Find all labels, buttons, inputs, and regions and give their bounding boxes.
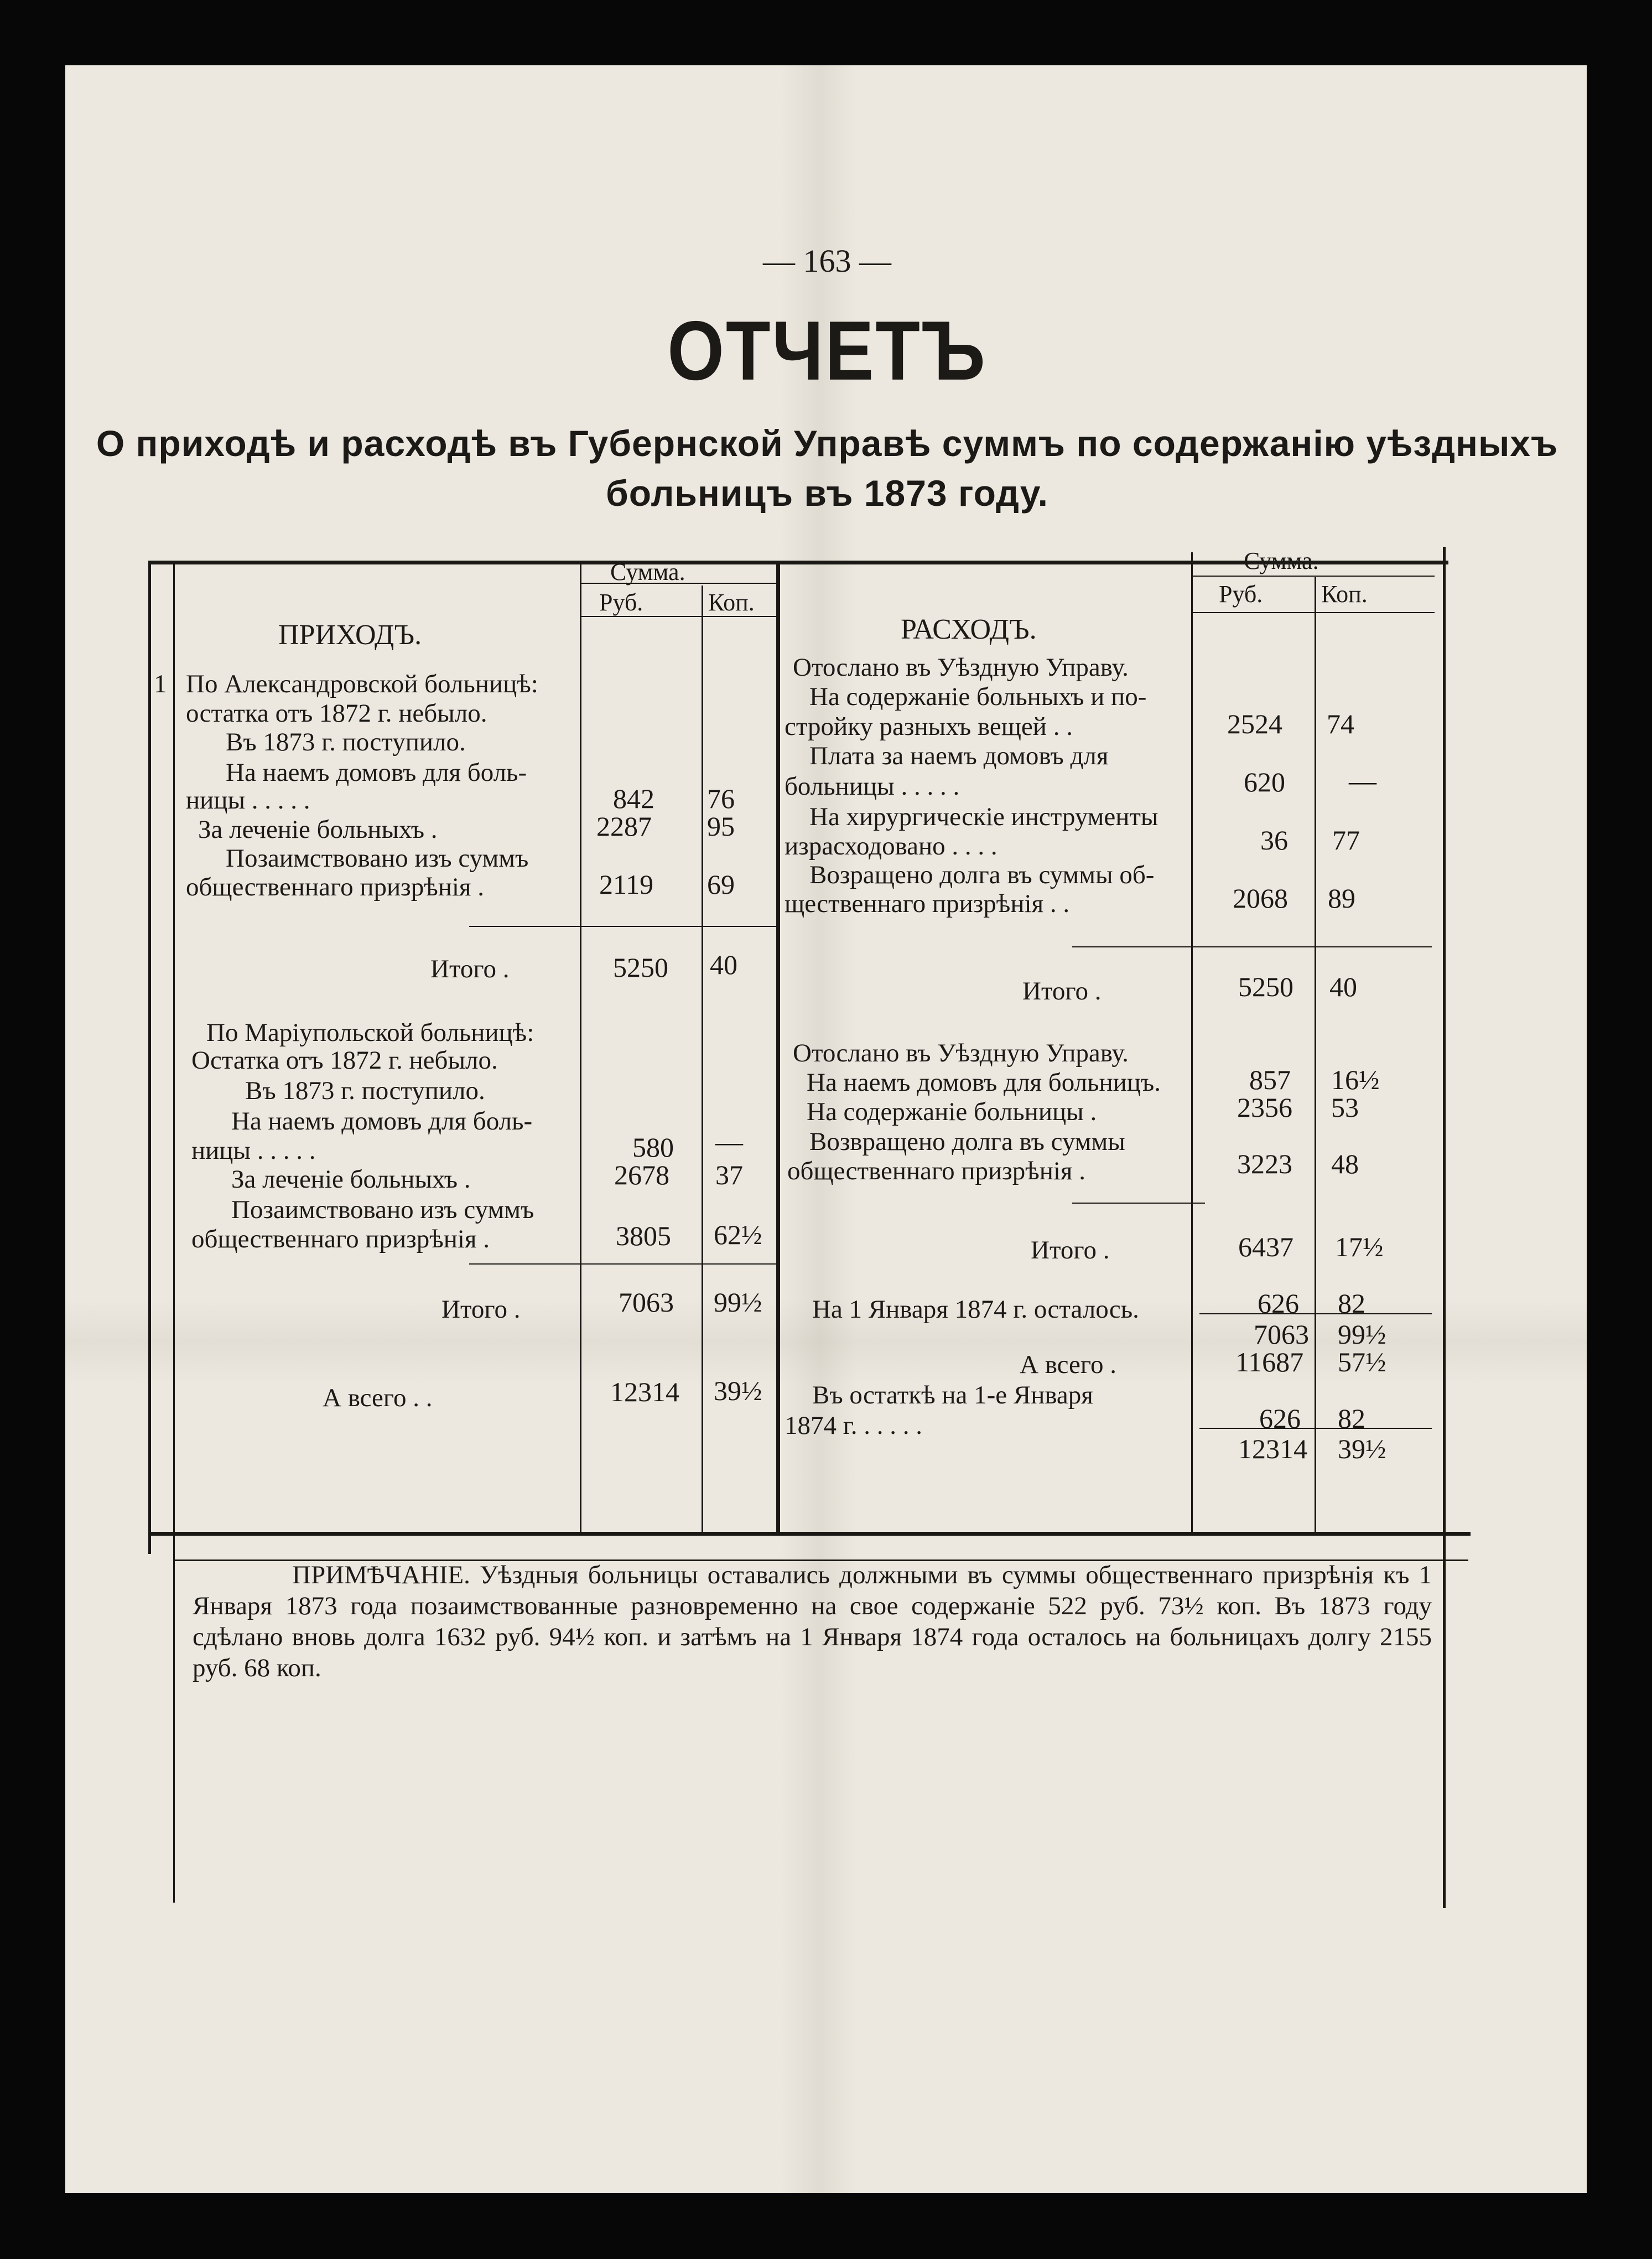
footnote xyxy=(193,1559,1432,1683)
expense-s1-line2a: Плата за наемъ домовъ для xyxy=(809,742,1109,770)
income-s1-total-rule xyxy=(469,926,776,927)
expense-s2-total-rub: 6437 xyxy=(1238,1231,1293,1262)
income-s2-line2: Въ 1873 г. поступило. xyxy=(245,1076,485,1105)
income-s1-total-rub: 5250 xyxy=(613,952,668,983)
expense-balance-line-a: Въ остаткѣ на 1-е Января xyxy=(812,1381,1093,1410)
expense-s1-line4-kop: 89 xyxy=(1328,883,1355,914)
report-subtitle-line2: больницъ въ 1873 году. xyxy=(606,473,1048,514)
expense-s1-line3-rub: 36 xyxy=(1260,825,1288,856)
expense-final-total-rub: 12314 xyxy=(1238,1433,1307,1464)
income-s2-line3a: На наемъ домовъ для боль- xyxy=(231,1107,533,1136)
income-s2-total-rub: 7063 xyxy=(619,1287,674,1318)
income-header: ПРИХОДЪ. xyxy=(278,619,422,651)
income-s2-total-rule xyxy=(469,1263,776,1265)
income-kop-header: Коп. xyxy=(708,589,755,616)
income-rub-divider xyxy=(580,563,581,1532)
expense-s1-line1-rub: 2524 xyxy=(1227,708,1282,739)
expense-balance-rub: 626 xyxy=(1259,1403,1301,1434)
income-s1-line4: За леченіе больныхъ . xyxy=(198,815,438,844)
expense-s2-line2-rub: 2356 xyxy=(1237,1092,1292,1123)
expense-s1-line4-rub: 2068 xyxy=(1233,883,1288,914)
income-s2-line4: За леченіе больныхъ . xyxy=(231,1165,471,1194)
expense-all-kop: 57½ xyxy=(1338,1346,1386,1377)
expense-s1-line4b: щественнаго призрѣнія . . xyxy=(785,889,1070,918)
middle-divider xyxy=(776,563,780,1532)
income-sum-header: Сумма. xyxy=(610,558,685,586)
expense-s1-line4a: Возращено долга въ суммы об- xyxy=(809,861,1155,889)
expense-sum-header: Сумма. xyxy=(1244,547,1319,574)
expense-s1-total-rub: 5250 xyxy=(1238,971,1293,1002)
expense-remaining-kop: 82 xyxy=(1338,1288,1365,1319)
income-s2-total-kop: 99½ xyxy=(714,1287,762,1318)
expense-s2-line1: На наемъ домовъ для больницъ. xyxy=(807,1068,1161,1097)
expense-s2-line1-kop: 16½ xyxy=(1331,1064,1380,1095)
income-s1-line2: Въ 1873 г. поступило. xyxy=(226,728,466,757)
expense-rub-divider xyxy=(1191,552,1193,1532)
expense-s2-total-rule xyxy=(1072,1203,1205,1204)
report-subtitle-line1: О приходѣ и расходѣ въ Губернской Управѣ суммъ по содержанію уѣздныхъ xyxy=(96,423,1559,464)
table-left-border xyxy=(148,561,151,1554)
income-s2-line3b: ницы . . . . . xyxy=(191,1136,316,1165)
income-s1-name: По Александровской больницѣ: xyxy=(186,670,538,698)
expense-all-rub: 11687 xyxy=(1235,1346,1304,1377)
expense-s2-line3b: общественнаго призрѣнія . xyxy=(787,1157,1086,1185)
table-right-border xyxy=(1443,547,1446,1908)
expense-s1-line2b: больницы . . . . . xyxy=(785,772,960,801)
income-s2-line5-rub: 3805 xyxy=(616,1220,671,1251)
expense-header: РАСХОДЪ. xyxy=(901,614,1037,645)
income-s1-line5a: Позаимствовано изъ суммъ xyxy=(226,844,529,873)
expense-s2-line3-kop: 48 xyxy=(1331,1148,1359,1179)
income-grand-total-label: А всего . . xyxy=(323,1384,433,1412)
expense-s1-line3a: На хирургическіе инструменты xyxy=(809,802,1159,831)
income-s1-line4-kop: 95 xyxy=(707,811,735,842)
footnote-body: призрѣнія къ 1 Января 1873 года позаимствованные разновременно на свое содержаніе 522 руб. 73½ коп. Въ 1873 году сдѣлано вновь долга 1632 руб. 94½ коп. и затѣмъ на 1 Января 1874 года осталось на больницахъ долгу 2155 руб. 68 коп. xyxy=(193,1561,1432,1682)
expense-s1-total-rule xyxy=(1072,946,1432,947)
expense-s1-total-kop: 40 xyxy=(1329,971,1357,1002)
income-grand-total-rub: 12314 xyxy=(610,1376,679,1407)
expense-s2-line1-rub: 857 xyxy=(1249,1064,1291,1095)
report-title: ОТЧЕТЪ xyxy=(667,303,987,398)
table-bottom-rule xyxy=(148,1532,1471,1536)
income-s1-line5b: общественнаго призрѣнія . xyxy=(186,873,485,901)
expense-subtotal-kop: 99½ xyxy=(1338,1319,1386,1350)
expense-rub-header: Руб. xyxy=(1219,581,1263,608)
income-s2-line5b: общественнаго призрѣнія . xyxy=(191,1225,490,1253)
income-s1-line1: остатка отъ 1872 г. небыло. xyxy=(186,699,487,728)
expense-s1-line2-kop: — xyxy=(1349,765,1376,796)
income-grand-total-kop: 39½ xyxy=(714,1375,762,1406)
expense-s2-line2-kop: 53 xyxy=(1331,1092,1359,1123)
document-page xyxy=(65,65,1587,2193)
expense-s2-total-kop: 17½ xyxy=(1335,1231,1384,1262)
expense-kop-header: Коп. xyxy=(1321,581,1368,608)
expense-s2-total-label: Итого . xyxy=(1031,1236,1110,1265)
expense-final-total-kop: 39½ xyxy=(1338,1433,1386,1464)
income-s2-total-label: Итого . xyxy=(441,1295,521,1324)
expense-s2-line0: Отослано въ Уѣздную Управу. xyxy=(793,1039,1129,1068)
expense-s1-line1a: На содержаніе больныхъ и по- xyxy=(809,682,1147,711)
expense-kop-divider xyxy=(1315,577,1316,1532)
income-s2-line4-kop: 37 xyxy=(715,1159,743,1190)
income-s2-line1: Остатка отъ 1872 г. небыло. xyxy=(191,1046,498,1075)
income-s1-line3-rub: 842 xyxy=(613,783,654,814)
income-s2-line4-rub: 2678 xyxy=(614,1159,669,1190)
income-s1-line4-rub: 2287 xyxy=(596,811,652,842)
expense-s1-line3b: израсходовано . . . . xyxy=(785,832,998,861)
income-s2-line5a: Позаимствовано изъ суммъ xyxy=(231,1195,534,1224)
expense-balance-line-b: 1874 г. . . . . . xyxy=(785,1411,922,1440)
income-s1-line5-rub: 2119 xyxy=(599,869,654,900)
expense-s2-line3-rub: 3223 xyxy=(1237,1148,1292,1179)
income-s1-total-kop: 40 xyxy=(710,949,737,980)
income-s1-number: 1 xyxy=(154,670,167,698)
income-s1-line3a: На наемъ домовъ для боль- xyxy=(226,758,527,787)
footnote-lead: ПРИМѢЧАНІЕ. Уѣздныя больницы оставались должными въ суммы общественнаго xyxy=(292,1561,1253,1589)
income-s2-line5-kop: 62½ xyxy=(714,1219,762,1250)
expense-s1-total-label: Итого . xyxy=(1022,977,1102,1006)
expense-subtotal-rub: 7063 xyxy=(1254,1319,1309,1350)
income-s2-line3-rub: 580 xyxy=(632,1132,674,1163)
expense-remaining-rub: 626 xyxy=(1258,1288,1299,1319)
expense-sum-rule xyxy=(1191,576,1435,577)
table-inner-left-border xyxy=(173,561,175,1903)
income-s1-line5-kop: 69 xyxy=(707,869,735,900)
expense-remaining-label: На 1 Января 1874 г. осталось. xyxy=(812,1295,1139,1324)
income-rub-header: Руб. xyxy=(599,589,643,616)
expense-s1-line1-kop: 74 xyxy=(1327,708,1354,739)
income-s2-name: По Маріупольской больницѣ: xyxy=(206,1018,534,1047)
income-kop-divider xyxy=(702,586,703,1532)
expense-s2-line3a: Возвращено долга въ суммы xyxy=(809,1127,1125,1156)
expense-all-label: А всего . xyxy=(1020,1350,1117,1379)
expense-s1-line2-rub: 620 xyxy=(1244,766,1285,797)
expense-header-rule xyxy=(1191,612,1435,613)
income-s2-line3-kop: — xyxy=(715,1126,743,1157)
income-s1-total-label: Итого . xyxy=(430,955,510,983)
expense-final-rule xyxy=(1199,1428,1432,1429)
expense-s1-line0: Отослано въ Уѣздную Управу. xyxy=(793,653,1129,682)
income-s1-line3b: ницы . . . . . xyxy=(186,786,310,815)
expense-balance-kop: 82 xyxy=(1338,1403,1365,1434)
page-number: — 163 — xyxy=(763,243,891,279)
expense-s1-line1b: стройку разныхъ вещей . . xyxy=(785,712,1073,741)
expense-s2-line2: На содержаніе больницы . xyxy=(807,1097,1097,1126)
income-s1-line3-kop: 76 xyxy=(707,783,735,814)
expense-s1-line3-kop: 77 xyxy=(1332,825,1360,856)
expense-remain-rule xyxy=(1199,1313,1432,1314)
